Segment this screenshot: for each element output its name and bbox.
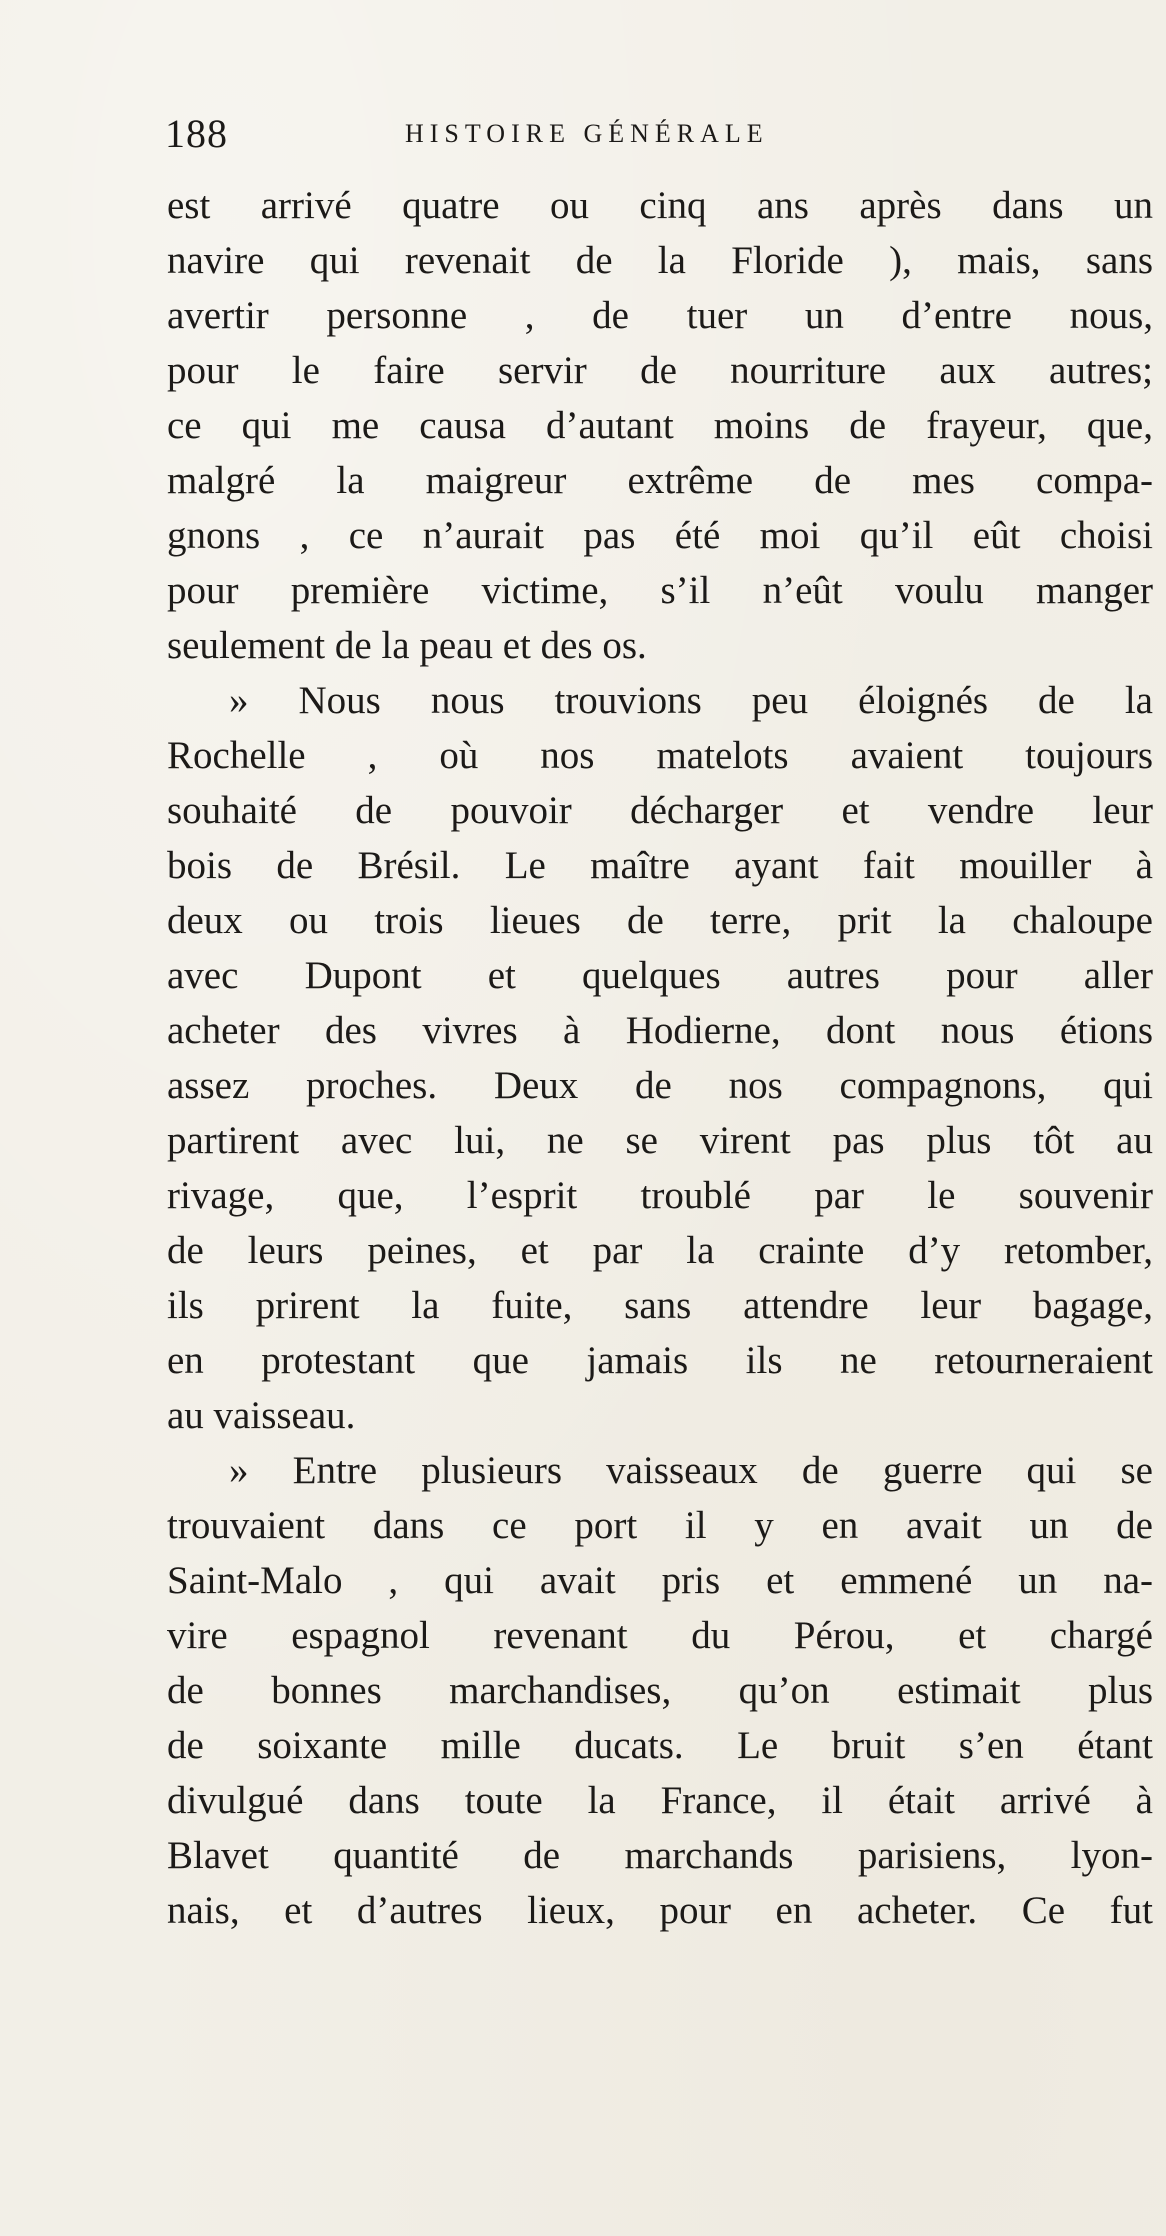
body-text — [167, 178, 1153, 1938]
text-line: Rochelle , où nos matelots avaient toujours — [167, 734, 1153, 777]
text-line: seulement de la peau et des os. — [167, 624, 647, 667]
text-line: vire espagnol revenant du Pérou, et chargé — [167, 1614, 1153, 1657]
text-line: est arrivé quatre ou cinq ans après dans un — [167, 184, 1153, 227]
text-line: ce qui me causa d’autant moins de frayeur, que, — [167, 404, 1153, 447]
text-line: pour première victime, s’il n’eût voulu manger — [167, 569, 1153, 612]
text-line: bois de Brésil. Le maître ayant fait mouiller à — [167, 844, 1153, 887]
text-line: pour le faire servir de nourriture aux autres; — [167, 349, 1153, 392]
text-line: deux ou trois lieues de terre, prit la chaloupe — [167, 899, 1153, 942]
text-line: ils prirent la fuite, sans attendre leur bagage, — [167, 1284, 1153, 1327]
text-line: avertir personne , de tuer un d’entre nous, — [167, 294, 1153, 337]
text-line: assez proches. Deux de nos compagnons, qui — [167, 1064, 1153, 1107]
text-line: rivage, que, l’esprit troublé par le souvenir — [167, 1174, 1153, 1217]
text-line: de soixante mille ducats. Le bruit s’en étant — [167, 1724, 1153, 1767]
text-line: partirent avec lui, ne se virent pas plus tôt au — [167, 1119, 1153, 1162]
text-line: navire qui revenait de la Floride ), mais, sans — [167, 239, 1153, 282]
paragraph-start-line: » Entre plusieurs vaisseaux de guerre qui se — [229, 1449, 1153, 1492]
page-number: 188 — [165, 111, 228, 156]
text-line: au vaisseau. — [167, 1394, 356, 1437]
text-line: avec Dupont et quelques autres pour aller — [167, 954, 1153, 997]
text-line: nais, et d’autres lieux, pour en acheter. Ce fut — [167, 1889, 1153, 1932]
text-line: en protestant que jamais ils ne retourneraient — [167, 1339, 1153, 1382]
text-line: gnons , ce n’aurait pas été moi qu’il eût choisi — [167, 514, 1153, 557]
text-line: de leurs peines, et par la crainte d’y retomber, — [167, 1229, 1153, 1272]
text-line: trouvaient dans ce port il y en avait un de — [167, 1504, 1153, 1547]
running-head: HISTOIRE GÉNÉRALE — [405, 119, 769, 148]
text-line: Blavet quantité de marchands parisiens, lyon- — [167, 1834, 1153, 1877]
text-line: de bonnes marchandises, qu’on estimait plus — [167, 1669, 1153, 1712]
page-header — [165, 110, 925, 158]
text-line: divulgué dans toute la France, il était arrivé à — [167, 1779, 1153, 1822]
paragraph-start-line: » Nous nous trouvions peu éloignés de la — [229, 679, 1153, 722]
text-line: acheter des vivres à Hodierne, dont nous étions — [167, 1009, 1153, 1052]
text-line: Saint-Malo , qui avait pris et emmené un na- — [167, 1559, 1153, 1602]
text-line: malgré la maigreur extrême de mes compa- — [167, 459, 1153, 502]
text-line: souhaité de pouvoir décharger et vendre leur — [167, 789, 1153, 832]
